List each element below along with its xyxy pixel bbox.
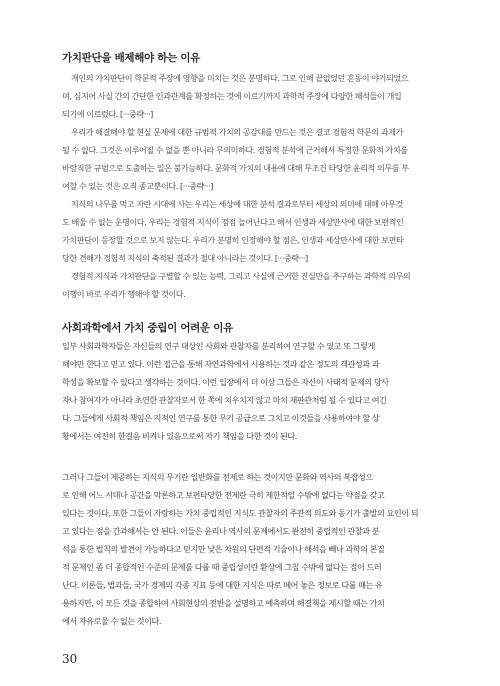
text-line: 다. 그들에게 사회적 책임은 지적인 연구를 통한 무기 공급으로 그치고 이것들을 사용하여야 할 상 <box>62 413 380 423</box>
text-line: 황에서는 여전히 한걸음 비켜나 있음으로써 자기 책임을 다한 것이 된다. <box>62 431 297 441</box>
text-line: 여할 수 있는 것은 오직 종교뿐이다. [···중략···] <box>62 181 213 191</box>
text-line: 되기에 이르렀다. [···중략···] <box>62 109 153 119</box>
text-line: 지식의 나무를 먹고 자란 시대에 사는 우리는 세상에 대한 분석 결과로부터 세상의 의미에 대해 아무것 <box>71 199 403 209</box>
text-line: 우리가 해결해야 할 현실 문제에 대한 규범적 가치의 공감대를 만드는 것은 결코 경험적 학문의 과제가 <box>71 127 403 137</box>
text-line: 로 인해 어느 시대나 공간을 막론하고 보편타당한 전제란 극히 제한적일 수밖에 없다는 약점을 갖고 <box>62 490 385 500</box>
text-line: 적 문제인 좀 더 종합적인 수준의 문제를 다룰 때 중립성이란 환상에 그칠 수밖에 없다는 점이 드러 <box>62 562 382 572</box>
text-line: 해야만 한다고 믿고 있다. 이런 접근을 통해 자연과학에서 시용하는 것과 같은 정도의 객관성과 과 <box>62 359 380 369</box>
text-line: 에서 자유로울 수 없는 것이다. <box>62 616 162 626</box>
text-line: 석을 통한 법칙의 발견이 가능하다고 믿지만 낮은 차원의 단편적 기술이나 해석을 빼나 과학의 본질 <box>62 544 385 554</box>
text-line: 될 수 없다. 그것은 이루어질 수 없을 뿐 아니라 무의미하다. 경험적 분석에 근거해서 특정한 문화적 가치를 <box>62 145 408 155</box>
text-line: 학성을 확보할 수 있다고 생각하는 것이다. 이런 입장에서 더 이상 그들은 자신이 사태적 문제의 당사 <box>62 377 389 387</box>
text-line: 일부 사회과학자들은 자신들의 연구 대상인 사회와 관찰자를 분리하여 연구할 수 있고 또 그렇게 <box>62 341 375 351</box>
text-line: 며, 심지어 사실 간의 간단한 인과관계를 확정하는 것에 이르기까지 과학적 주장에 다양한 해석들이 개입 <box>62 91 402 101</box>
text-line: 난다. 이론들, 법과들, 국가 경제의 각종 지표 등에 대한 지식은 따로 떼어 놓은 정보로 다룰 때는 유 <box>62 580 383 590</box>
quotation-block <box>62 69 442 303</box>
section-heading-value-judgment: 가치판단을 배제해야 하는 이유 <box>62 52 201 64</box>
text-line: 있다는 것이다. 또한 그들이 자랑하는 가치 중립적인 지식도 관찰자의 주관적 의도와 동기가 출발의 요인이 되 <box>62 508 419 518</box>
text-line: 가치판단이 등장할 것으로 보지 않는다. 우리가 분명히 인정해야 할 점은, 인생과 세상만사에 대한 보편타 <box>62 235 404 245</box>
paragraph-2 <box>62 468 442 630</box>
text-line: 이행이 바로 우리가 행해야 할 것이다. <box>62 289 186 299</box>
paragraph-1 <box>62 337 442 445</box>
text-line: 바람직한 규범으로 도출하는 일은 불가능하다. 문화적 가치의 내용에 대해 무조건 타당한 윤리적 의무를 부 <box>62 163 409 173</box>
text-line: 당한 견해가 경험적 지식의 축적된 결과가 절대 아니라는 것이다. [···중략···] <box>62 253 308 263</box>
text-line: 고 있다는 점을 간과해서는 안 된다. 이들은 윤리나 역사의 문제에서도 완전히 중립적인 관찰과 분 <box>62 526 380 536</box>
text-line: 경험적 지식과 가치판단을 구별할 수 있는 능력, 그리고 사실에 근거한 진실만을 추구하는 과학적 의무의 <box>71 271 411 281</box>
section-heading-value-neutrality: 사회과학에서 가치 중립이 어려운 이유 <box>62 322 233 334</box>
text-line: 그러나 그들이 제공하는 지식의 무기란 일반화를 전제로 하는 것이지만 문화와 역사의 복잡성으 <box>62 472 373 482</box>
text-line: 개인의 가치판단이 학문적 주장에 영향을 미치는 것은 분명하다. 그로 인해 끝없었던 혼동이 야기되었으 <box>71 73 409 83</box>
page-number: 30 <box>62 652 78 666</box>
text-line: 자나 참여자가 아니라 초연한 관찰자로서 한 쪽에 치우치지 않고 마치 재판관처럼 될 수 있다고 여긴 <box>62 395 387 405</box>
text-line: 용하지만, 이 모든 것을 종합하여 사회현상의 전반을 설명하고 예측하며 해결책을 제시할 때는 가치 <box>62 598 385 608</box>
text-line: 도 배울 수 없는 운명이다. 우리는 경험적 지식이 점점 늘어난다고 해서 인생과 세상만사에 대한 보편적인 <box>62 217 404 227</box>
